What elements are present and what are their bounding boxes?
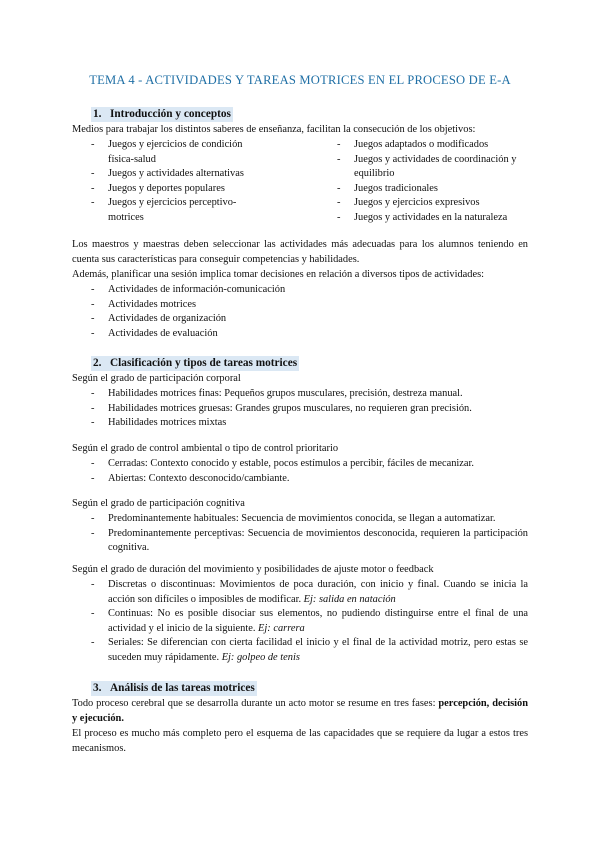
list-item: - Actividades de evaluación — [91, 327, 521, 342]
list-item: - Actividades de organización — [91, 312, 521, 327]
list-item — [91, 636, 528, 665]
list-item: - Cerradas: Contexto conocido y estable, pocos estímulos a percibir, fáciles de mecanizar. — [91, 457, 528, 472]
phases-highlight: percepción, decisión y ejecución. — [72, 698, 529, 724]
list-item: - Habilidades motrices gruesas: Grandes grupos musculares, no requieren gran precisión. — [91, 402, 528, 417]
media-list-right — [337, 138, 532, 226]
section-3-paragraph-2: El proceso es mucho más completo pero el esquema de las capacidades que se requiere da lugar a estos tres mecanismos. — [72, 728, 528, 754]
item-text: Seriales: Se diferencian con cierta facilidad el inicio y el final de la actividad motriz, pero estas se suceden muy rápidamente. — [108, 637, 528, 663]
group-2-list — [91, 457, 528, 486]
section-1-number: 1. — [93, 108, 102, 120]
group-1-list — [91, 387, 528, 431]
list-item: - Juegos y ejercicios expresivos — [337, 196, 532, 211]
activity-types-list — [91, 283, 521, 341]
list-item: - Juegos adaptados o modificados — [337, 138, 532, 153]
list-item: - Juegos y deportes populares — [91, 182, 266, 197]
list-item: - Habilidades motrices finas: Pequeños grupos musculares, precisión, destreza manual. — [91, 387, 528, 402]
list-item: - Actividades motrices — [91, 298, 521, 313]
section-1-paragraph-1: Los maestros y maestras deben seleccionar las actividades más adecuadas para los alumnos teniendo en cuenta sus características para conseguir competencias y habilidades. — [72, 239, 528, 265]
list-item: - Juegos y ejercicios perceptivo-motrices — [91, 196, 266, 225]
list-item: - Actividades de información-comunicación — [91, 283, 521, 298]
list-item: - Habilidades motrices mixtas — [91, 416, 528, 431]
section-3-title: Análisis de las tareas motrices — [110, 682, 255, 694]
item-example: Ej: salida en natación — [303, 593, 396, 605]
list-item: - Juegos y actividades alternativas — [91, 167, 266, 182]
list-item: - Juegos y ejercicios de condición física-salud — [91, 138, 266, 167]
section-2-number: 2. — [93, 357, 102, 369]
list-item: - Juegos y actividades de coordinación y equilibrio — [337, 153, 532, 182]
document-title: TEMA 4 - ACTIVIDADES Y TAREAS MOTRICES EN EL PROCESO DE E-A — [89, 73, 511, 87]
section-3-heading — [91, 681, 257, 696]
section-1-intro: Medios para trabajar los distintos saberes de enseñanza, facilitan la consecución de los objetivos: — [72, 124, 476, 135]
list-item: - Juegos y actividades en la naturaleza — [337, 211, 532, 226]
group-1-title: Según el grado de participación corporal — [72, 373, 241, 384]
list-item: - Juegos tradicionales — [337, 182, 532, 197]
item-example: Ej: golpeo de tenis — [221, 651, 300, 663]
section-1-heading — [91, 107, 233, 122]
section-3-number: 3. — [93, 682, 102, 694]
list-item: - Abiertas: Contexto desconocido/cambiante. — [91, 472, 528, 487]
list-item: - Predominantemente habituales: Secuencia de movimientos conocida, se llegan a automatizar. — [91, 512, 528, 527]
group-2-title: Según el grado de control ambiental o tipo de control prioritario — [72, 443, 339, 454]
media-list-left — [91, 138, 266, 226]
group-3-list — [91, 512, 528, 556]
list-item: - Predominantemente perceptivas: Secuencia de movimientos desconocida, requieren la participación cognitiva. — [91, 527, 528, 556]
list-item — [91, 578, 528, 607]
section-1-title: Introducción y conceptos — [110, 108, 231, 120]
group-4-title: Según el grado de duración del movimiento y posibilidades de ajuste motor o feedback — [72, 564, 434, 575]
section-2-title: Clasificación y tipos de tareas motrices — [110, 357, 298, 369]
item-text: Continuas: No es posible disociar sus elementos, no pudiendo distinguirse entre el final de una actividad y el inicio de la siguiente. — [108, 608, 528, 634]
section-1-paragraph-2: Además, planificar una sesión implica tomar decisiones en relación a diversos tipos de actividades: — [72, 269, 485, 280]
group-4-list — [91, 578, 528, 666]
section-3-paragraph-1 — [72, 697, 528, 726]
item-example: Ej: carrera — [258, 622, 305, 634]
paragraph-text: Todo proceso cerebral que se desarrolla durante un acto motor se resume en tres fases: — [72, 698, 439, 709]
list-item — [91, 607, 528, 636]
section-2-heading — [91, 356, 299, 371]
group-3-title: Según el grado de participación cognitiva — [72, 498, 245, 509]
item-text: Discretas o discontinuas: Movimientos de poca duración, con inicio y final. Cuando se inicia la acción son difíciles o imposibles de modificar. — [108, 579, 528, 605]
